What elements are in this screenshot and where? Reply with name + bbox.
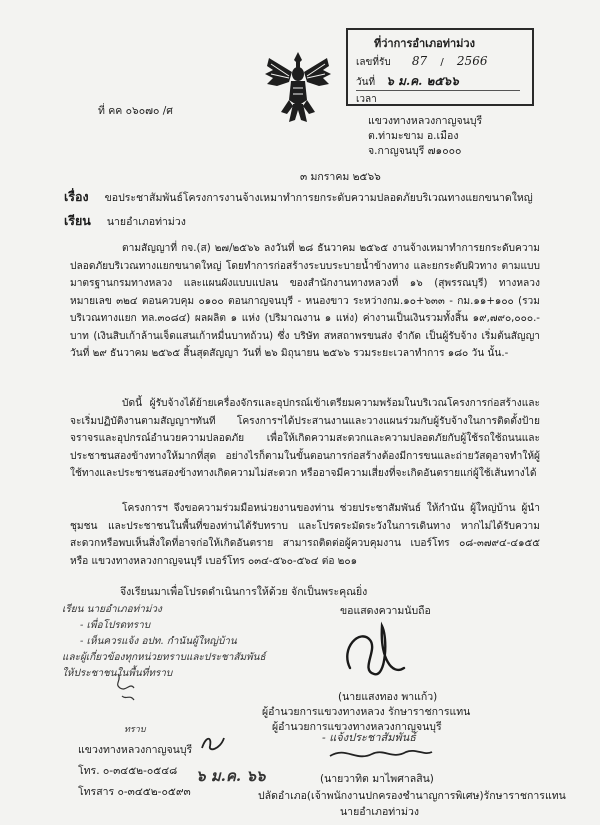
deputy-name: (นายวาทิต มาไพศาลสิน) xyxy=(320,773,434,785)
footer-org: แขวงทางหลวงกาญจนบุรี xyxy=(78,744,193,756)
org-address-line2: จ.กาญจนบุรี ๗๑๐๐๐ xyxy=(368,145,462,157)
addressee-label: เรียน xyxy=(64,213,91,228)
deputy-title-line2: นายอำเภอท่าม่วง xyxy=(340,806,420,818)
garuda-emblem-icon xyxy=(263,48,333,126)
handwritten-note-line: - เพื่อโปรดทราบ xyxy=(80,620,151,631)
stamp-date-value: ๖ ม.ค. ๒๕๖๖ xyxy=(386,74,459,88)
handwritten-note-line: และผู้เกี่ยวข้องทุกหน่วยทราบและประชาสัมพันธ์ xyxy=(62,652,266,663)
footer-fax: โทรสาร ๐-๓๔๕๒-๐๕๙๓ xyxy=(78,786,191,798)
signer-title-line2: ผู้อำนวยการแขวงทางหลวงกาญจนบุรี xyxy=(272,721,442,733)
stamp-time-row xyxy=(356,90,520,107)
deputy-signature-icon xyxy=(326,744,436,764)
handwritten-mark-icon xyxy=(198,732,228,754)
addressee-line xyxy=(64,211,186,231)
stamp-time-label: เวลา xyxy=(356,94,377,105)
stamp-office: ที่ว่าการอำเภอท่าม่วง xyxy=(374,37,475,50)
stamp-date-row xyxy=(356,72,459,91)
document-date: ๓ มกราคม ๒๕๖๖ xyxy=(300,171,381,183)
stamp-date-label: วันที่ xyxy=(356,77,376,88)
org-name: แขวงทางหลวงกาญจนบุรี xyxy=(368,115,483,127)
stamp-no-label: เลขที่รับ xyxy=(356,57,391,68)
signer-name: (นายแสงทอง พาแก้ว) xyxy=(338,691,438,703)
subject-line xyxy=(64,187,533,207)
document-number: ที่ คค ๐๖๐๗๐ /ศ xyxy=(98,105,173,117)
deputy-handwritten-note: - แจ้งประชาสัมพันธ์ xyxy=(322,731,417,744)
body-paragraph-3: โครงการฯ จึงขอความร่วมมือหน่วยงานของท่าน ช่วยประชาสัมพันธ์ ให้กำนัน ผู้ใหญ่บ้าน ผู้นำชุมชน และประชาชนในพื้นที่ของท่านได้รับทราบ และโปรดระมัดระวังในการเดินทาง หากไม่ได้รับความสะดวกหรือพบเห็นสิ่งใดที่อาจก่อให้เกิดอันตราย สามารถติดต่อผู้ควบคุมงาน เบอร์โทร ๐๘-๓๗๙๔-๔๑๕๕ หรือ แขวงทางหลวงกาญจนบุรี เบอร์โทร ๐๓๔-๕๖๐-๕๖๔ ต่อ ๒๐๑ xyxy=(70,503,540,567)
deputy-title: ปลัดอำเภอ(เจ้าพนักงานปกครองชำนาญการพิเศษ)รักษาราชการแทน xyxy=(258,790,566,802)
stamp-no-value: 87 xyxy=(411,54,428,68)
body-paragraph-1: ตามสัญญาที่ กจ.(ส) ๒๗/๒๕๖๖ ลงวันที่ ๒๘ ธันวาคม ๒๕๖๕ งานจ้างเหมาทำการยกระดับความปลอดภัยบริเวณทางแยกขนาดใหญ่ โดยทำการก่อสร้างระบบระบายน้ำข้างทาง และยกระดับผิวทาง ตามแบบมาตรฐานกรมทางหลวง และแผนผังแบบแปลน ของสำนักงานทางหลวงที่ ๑๖ (สุพรรณบุรี) ทางหลวงหมายเลข ๓๒๔ ตอนควบคุม ๐๑๐๐ ตอนกาญจนบุรี - หนองขาว ระหว่างกม.๑๐+๖๓๓ - กม.๑๑+๑๐๐ (รวมบริเวณทางแยก ทล.๓๐๘๔) ผลผลิต ๑ แห่ง (ปริมาณงาน ๑ แห่ง) ค่างานเป็นเงินรวมทั้งสิ้น ๑๙,๗๙๐,๐๐๐.- บาท (เงินสิบเก้าล้านเจ็ดแสนเก้าหมื่นบาทถ้วน) ซึ่ง บริษัท สหสถาพรขนส่ง จำกัด เป็นผู้รับจ้าง เริ่มต้นสัญญา วันที่ ๒๙ ธันวาคม ๒๕๖๕ สิ้นสุดสัญญา วันที่ ๒๖ มิถุนายน ๒๕๖๖ รวมระยะเวลาทำการ ๑๘๐ วัน นั้น.- xyxy=(70,243,540,359)
regards-text: ขอแสดงความนับถือ xyxy=(340,605,431,617)
body-paragraph-2: บัดนี้ ผู้รับจ้างได้ย้ายเครื่องจักรและอุปกรณ์เข้าเตรียมความพร้อมในบริเวณโครงการก่อสร้างและจะเริ่มปฏิบัติงานตามสัญญาฯทันที โครงการฯได้ประสานงานและวางแผนร่วมกับผู้รับจ้างในการติดตั้งป้ายจราจรและอุปกรณ์อำนวยความปลอดภัย เพื่อให้เกิดความสะดวกและความปลอดภัยกับผู้ใช้รถใช้ถนนและประชาชนสองข้างทางให้มากที่สุด อย่างไรก็ตามในขั้นตอนการก่อสร้างต้องมีการขนและถ่ายวัสดุอาจทำให้ผู้ใช้ทางและประชาชนสองข้างทางเกิดความไม่สะดวก หรืออาจมีความเสี่ยงที่จะเกิดอันตรายแก่ผู้ใช้เส้นทางได้ xyxy=(70,398,540,479)
handwritten-note-line: เรียน นายอำเภอท่าม่วง xyxy=(62,604,162,615)
handwritten-note-line: - เห็นควรแจ้ง อปท. กำนันผู้ใหญ่บ้าน xyxy=(80,636,237,647)
handwritten-date: ๖ ม.ค. ๖๖ xyxy=(196,767,266,785)
org-address-line1: ต.ท่ามะขาม อ.เมือง xyxy=(368,130,459,142)
footer-tel: โทร. ๐-๓๔๕๒-๐๕๔๘ xyxy=(78,765,178,777)
handwritten-initials-icon xyxy=(60,670,150,710)
receiving-stamp xyxy=(346,28,534,106)
stamp-year-value: 2566 xyxy=(456,54,488,68)
stamp-number-row: เลขที่รับ 87 / 2566 xyxy=(356,54,488,68)
addressee-text: นายอำเภอท่าม่วง xyxy=(106,216,186,228)
signature-icon xyxy=(330,618,420,683)
closing-line: จึงเรียนมาเพื่อโปรดดำเนินการให้ด้วย จักเป็นพระคุณยิ่ง xyxy=(120,586,368,598)
handwritten-small-note: ทราบ xyxy=(124,725,146,735)
subject-text: ขอประชาสัมพันธ์โครงการงานจ้างเหมาทำการยกระดับความปลอดภัยบริเวณทางแยกขนาดใหญ่ xyxy=(104,192,533,204)
signer-title-line1: ผู้อำนวยการแขวงทางหลวง รักษาราชการแทน xyxy=(262,706,471,718)
handwritten-note-line: ให้ประชาชนในพื้นที่ทราบ xyxy=(62,668,173,679)
subject-label: เรื่อง xyxy=(64,189,89,204)
